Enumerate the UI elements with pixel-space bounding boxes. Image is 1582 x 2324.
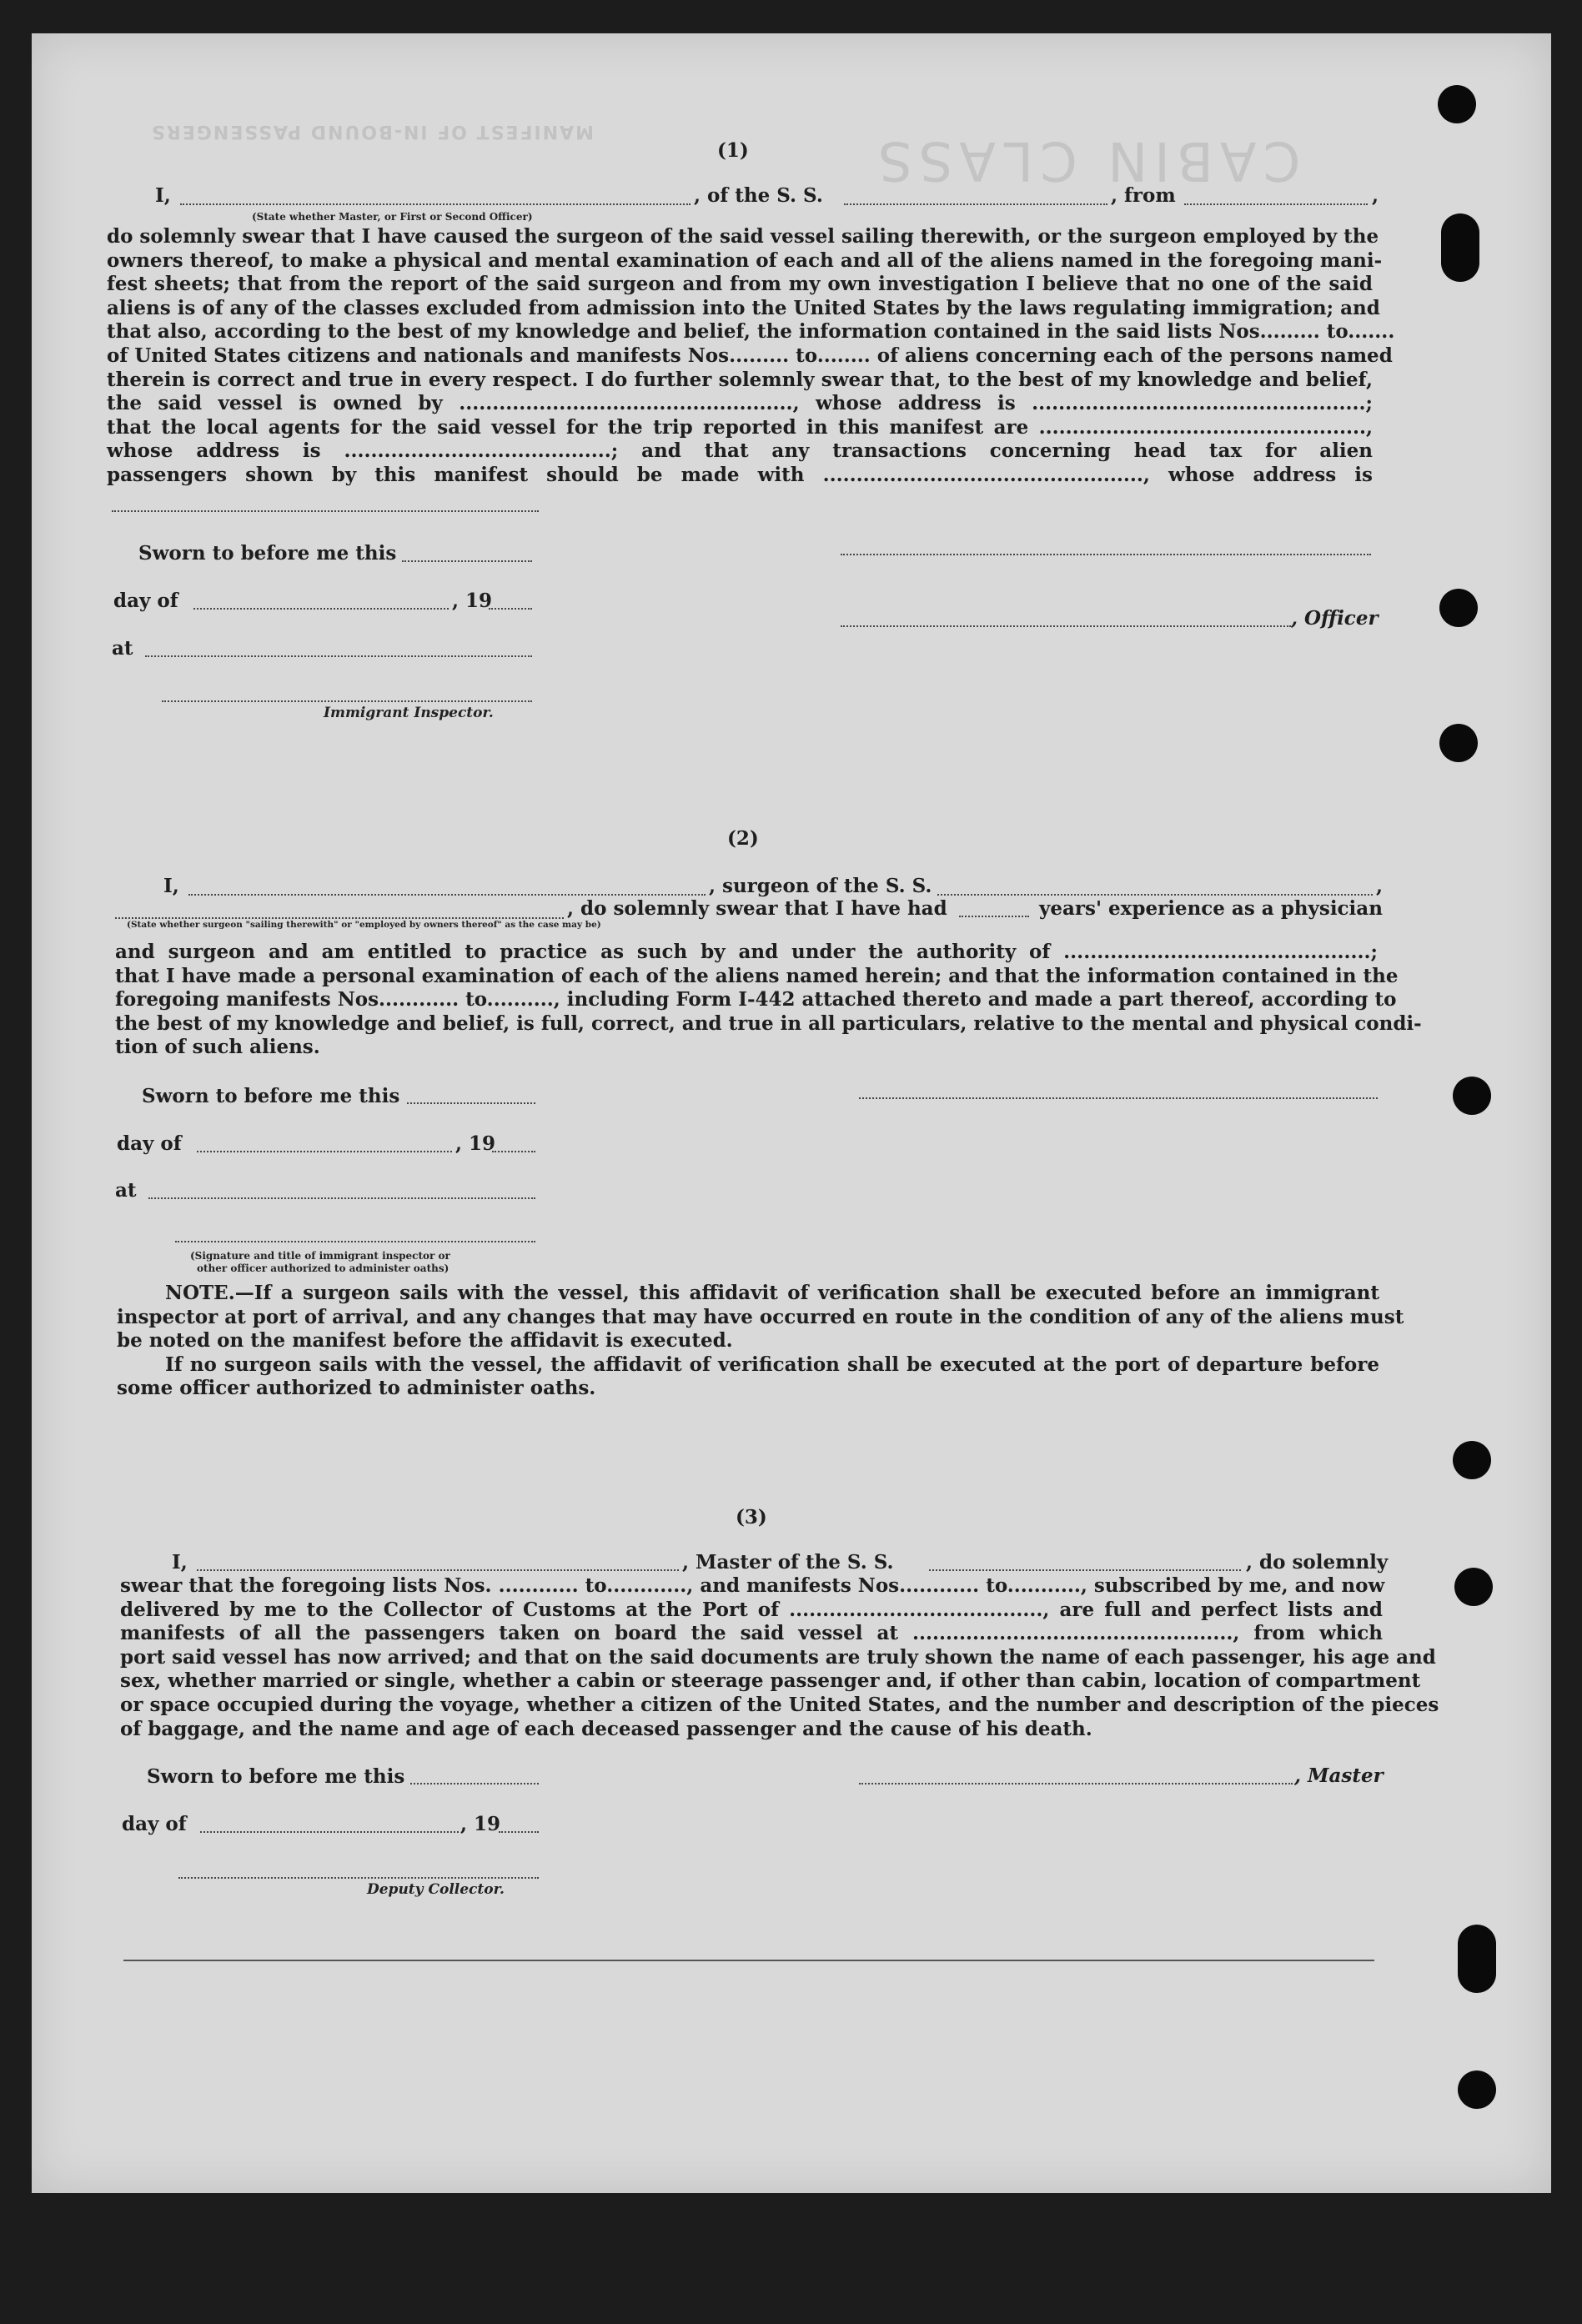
deputy-collector-label: Deputy Collector. xyxy=(367,1881,505,1898)
surgeon-status-field[interactable] xyxy=(115,917,564,919)
section-2-oath-text: and surgeon and am entitled to practice as such by and under the authority of ..............................................; that I have made a personal examination of each of the aliens named herein; and that the information contained in the foregoing manifests Nos............ to.........., including Form I-442 attached thereto and made a part thereof, according to the best of my knowledge and belief, is full, correct, and true in all particulars, relative to the mental and physical condi- tion of such aliens. xyxy=(115,941,1422,1059)
punch-hole xyxy=(1454,1568,1493,1606)
punch-hole xyxy=(1458,2071,1496,2109)
ship-name-field[interactable] xyxy=(929,1569,1241,1571)
bleed-through-header: MANIFEST OF IN-BOUND PASSENGERS xyxy=(150,121,595,142)
signature-note-1: (Signature and title of immigrant inspector or xyxy=(190,1250,450,1262)
inspector-signature-field[interactable] xyxy=(162,700,532,702)
master-of-label: , Master of the S. S. xyxy=(682,1551,894,1574)
section-3-oath-text: swear that the foregoing lists Nos. ............ to............, and manifests Nos............ to..........., subscribed by me, and now delivered by me to the Collector of Customs at the Port of ......................................, are full and perfect lists and manifests of all the passengers taken on board the said vessel at ................................................, from which port said vessel has now arrived; and that on the said documents are truly shown the name of each passenger, his age and sex, whether married or single, whether a cabin or steerage passenger and, if other than cabin, location of compartment or space occupied during the voyage, whether a citizen of the United States, and the number and description of the pieces of baggage, and the name and age of each deceased passenger and the cause of his death. xyxy=(120,1574,1439,1740)
section-2-note: NOTE.—If a surgeon sails with the vessel, this affidavit of verification shall be executed before an immigrant inspector at port of arrival, and any changes that may have occurred en route in the condition of any of the aliens must be noted on the manifest before the affidavit is executed. If no surgeon sails with the vessel, the affidavit of verification shall be executed at the port of departure before some officer authorized to administer oaths. xyxy=(117,1282,1404,1400)
year-label: , 19 xyxy=(455,1132,496,1155)
i-label: I, xyxy=(172,1551,188,1574)
officer-title-field[interactable] xyxy=(841,625,1291,627)
day-of-label: day of xyxy=(113,590,178,612)
punch-hole xyxy=(1453,1077,1491,1115)
surgeon-name-field[interactable] xyxy=(188,894,706,896)
i-label: I, xyxy=(163,875,179,897)
officer-signature-field[interactable] xyxy=(841,554,1371,555)
ship-name-field[interactable] xyxy=(937,894,1373,896)
surgeon-status-note: (State whether surgeon "sailing therewith" or "employed by owners thereof" as the case may be) xyxy=(127,920,601,930)
section-1-oath-text: do solemnly swear that I have caused the surgeon of the said vessel sailing therewith, or the surgeon employed by the owners thereof, to make a physical and mental examination of each and all of the aliens named in the foregoing mani- fest sheets; that from the report of the said surgeon and from my own investigation I believe that no one of the said aliens is of any of the classes excluded from admission into the United States by the laws regulating immigration; and that also, according to the best of my knowledge and belief, the information contained in the said lists Nos......... to....... of United States citizens and nationals and manifests Nos......... to........ of aliens concerning each of the persons named therein is correct and true in every respect. I do further solemnly swear that, to the best of my knowledge and belief, the said vessel is owned by .................................................., whose address is ..................................................; that the local agents for the said vessel for the trip reported in this manifest are ................................................., whose address is ........................................; and that any transactions concerning head tax for alien passengers shown by this manifest should be made with ................................................, whose address is xyxy=(107,225,1395,486)
cabin-class-stamp: CABIN CLASS xyxy=(871,129,1301,191)
at-label: at xyxy=(115,1179,137,1202)
surgeon-of-label: , surgeon of the S. S. xyxy=(709,875,932,897)
years-experience-field[interactable] xyxy=(959,916,1029,917)
punch-hole xyxy=(1441,213,1479,282)
sworn-label: Sworn to before me this xyxy=(142,1085,400,1107)
punch-hole xyxy=(1439,589,1478,627)
day-of-field[interactable] xyxy=(193,608,449,610)
punch-hole xyxy=(1458,1925,1496,1993)
at-place-field[interactable] xyxy=(145,655,532,657)
do-solemnly-label: , do solemnly xyxy=(1246,1551,1389,1574)
year-field[interactable] xyxy=(492,1151,535,1152)
signature-note-2: other officer authorized to administer oaths) xyxy=(197,1262,449,1274)
inspector-signature-field[interactable] xyxy=(175,1241,535,1242)
sworn-date-field[interactable] xyxy=(410,1783,539,1784)
line-end-comma: , xyxy=(1376,875,1384,897)
sworn-label: Sworn to before me this xyxy=(138,542,397,565)
year-field[interactable] xyxy=(489,608,532,610)
at-place-field[interactable] xyxy=(148,1197,535,1199)
sworn-date-field[interactable] xyxy=(402,560,532,562)
year-field[interactable] xyxy=(499,1831,539,1833)
ship-name-field[interactable] xyxy=(844,203,1107,205)
master-name-field[interactable] xyxy=(197,1569,679,1571)
address-continuation-field[interactable] xyxy=(112,510,539,512)
year-label: , 19 xyxy=(452,590,493,612)
years-label: years' experience as a physician xyxy=(1039,897,1383,920)
officer-label: , Officer xyxy=(1291,607,1379,630)
sworn-label: Sworn to before me this xyxy=(147,1765,405,1788)
swear-label: , do solemnly swear that I have had xyxy=(567,897,947,920)
day-of-label: day of xyxy=(122,1813,187,1835)
surgeon-signature-field[interactable] xyxy=(859,1097,1378,1099)
day-of-field[interactable] xyxy=(200,1831,459,1833)
line-end-comma: , xyxy=(1372,184,1379,207)
master-name-field[interactable] xyxy=(180,203,691,205)
i-label: I, xyxy=(155,184,171,207)
punch-hole xyxy=(1438,85,1476,123)
departure-port-field[interactable] xyxy=(1184,203,1368,205)
punch-hole xyxy=(1453,1441,1491,1479)
punch-hole xyxy=(1439,724,1478,762)
from-label: , from xyxy=(1111,184,1176,207)
sworn-date-field[interactable] xyxy=(407,1102,535,1104)
bottom-divider xyxy=(123,1960,1374,1961)
master-title-note: (State whether Master, or First or Second Officer) xyxy=(252,211,533,223)
master-signature-field[interactable] xyxy=(859,1783,1293,1784)
day-of-field[interactable] xyxy=(197,1151,452,1152)
section-2-number: (2) xyxy=(727,827,759,850)
of-ss-label: , of the S. S. xyxy=(694,184,823,207)
section-1-number: (1) xyxy=(717,139,749,162)
master-label: , Master xyxy=(1294,1764,1384,1787)
at-label: at xyxy=(112,637,133,660)
year-label: , 19 xyxy=(460,1813,501,1835)
section-3-number: (3) xyxy=(736,1506,767,1528)
immigrant-inspector-label: Immigrant Inspector. xyxy=(324,705,494,721)
deputy-signature-field[interactable] xyxy=(178,1877,539,1879)
day-of-label: day of xyxy=(117,1132,182,1155)
